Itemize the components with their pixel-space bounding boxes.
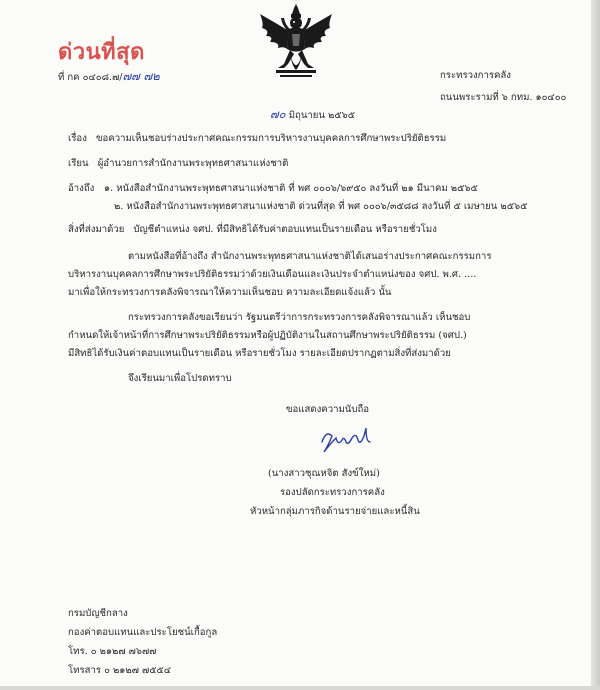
sender-org: กระทรวงการคลัง <box>440 70 511 81</box>
subject-line <box>68 133 446 145</box>
signer-position-2: หัวหน้ากลุ่มภารกิจด้านรายจ่ายและหนี้สิน <box>250 506 420 517</box>
subject-label: เรื่อง <box>68 133 87 144</box>
reference-item-1: ๑. หนังสือสำนักงานพระพุทธศาสนาแห่งชาติ ที่ พศ ๐๐๐๖/๖๙๕๐ ลงวันที่ ๒๑ มีนาคม ๒๕๖๕ <box>104 183 478 194</box>
enclosure-line <box>68 224 437 236</box>
body-p1-line3: มาเพื่อให้กระทรวงการคลังพิจารณาให้ความเห็นชอบ ความละเอียดแจ้งแล้ว นั้น <box>68 287 392 298</box>
body-p2-line1: กระทรวงการคลังขอเรียนว่า รัฐมนตรีว่าการกระทรวงการคลังพิจารณาแล้ว เห็นชอบ <box>128 312 471 323</box>
footer-fax: โทรสาร ๐ ๒๑๒๗ ๗๕๕๔ <box>68 665 171 676</box>
footer-department: กรมบัญชีกลาง <box>68 608 128 619</box>
reference-prefix: ที่ กค ๐๔๐๘.๗/ <box>58 72 123 83</box>
date-month-year: มิถุนายน ๒๕๖๕ <box>288 110 355 121</box>
signer-position-1: รองปลัดกระทรวงการคลัง <box>280 487 385 498</box>
body-p2-line3: มีสิทธิได้รับเงินค่าตอบแทนเป็นรายเดือน หรือรายชั่วโมง รายละเอียดปรากฏตามสิ่งที่ส่งมาด้วย <box>68 348 451 359</box>
page-edge-bottom <box>0 686 600 690</box>
sender-address: ถนนพระรามที่ ๖ กทม. ๑๐๔๐๐ <box>440 92 567 103</box>
signer-name: (นางสาวชุณหจิต สังข์ใหม่) <box>268 468 380 479</box>
date-day-handwritten: ๗๐ <box>270 107 286 121</box>
body-p3: จึงเรียนมาเพื่อโปรดทราบ <box>128 373 232 384</box>
recipient-label: เรียน <box>68 158 89 169</box>
garuda-emblem-icon <box>254 4 338 86</box>
recipient-text: ผู้อำนวยการสำนักงานพระพุทธศาสนาแห่งชาติ <box>97 158 289 169</box>
reference-number <box>58 70 160 84</box>
body-p1-line1: ตามหนังสือที่อ้างถึง สำนักงานพระพุทธศาสนาแห่งชาติได้เสนอร่างประกาศคณะกรรมการ <box>128 251 492 262</box>
footer-telephone: โทร. ๐ ๒๑๒๗ ๗๖๗๗ <box>68 646 157 657</box>
reference-item-2: ๒. หนังสือสำนักงานพระพุทธศาสนาแห่งชาติ ด่วนที่สุด ที่ พศ ๐๐๐๖/๓๕๘๘ ลงวันที่ ๕ เมษายน ๒๕๖๕ <box>114 201 528 212</box>
page-edge-right <box>591 0 600 690</box>
body-p2-line2: กำหนดให้เจ้าหน้าที่การศึกษาพระปริยัติธรรมหรือผู้ปฏิบัติงานในสถานศึกษาพระปริยัติธรรม (จศป.) <box>68 330 467 341</box>
signature-icon <box>318 424 378 456</box>
subject-text: ขอความเห็นชอบร่างประกาศคณะกรรมการบริหารงานบุคคลการศึกษาพระปริยัติธรรม <box>95 133 447 144</box>
recipient-line <box>68 158 288 170</box>
urgency-stamp: ด่วนที่สุด <box>58 40 145 65</box>
footer-division: กองค่าตอบแทนและประโยชน์เกื้อกูล <box>68 627 218 638</box>
enclosure-label: สิ่งที่ส่งมาด้วย <box>68 224 125 235</box>
body-p1-line2: บริหารงานบุคคลการศึกษาพระปริยัติธรรมว่าด้วยเงินเดือนและเงินประจำตำแหน่งของ จศป. พ.ศ. .... <box>68 269 477 280</box>
enclosure-text: บัญชีตำแหน่ง จศป. ที่มีสิทธิได้รับค่าตอบแทนเป็นรายเดือน หรือรายชั่วโมง <box>133 224 437 235</box>
document-date <box>270 108 355 122</box>
closing-regards: ขอแสดงความนับถือ <box>286 404 370 415</box>
reference-handwritten: ๗๗ ๗๒ <box>122 69 160 83</box>
references-label: อ้างถึง <box>68 183 95 194</box>
